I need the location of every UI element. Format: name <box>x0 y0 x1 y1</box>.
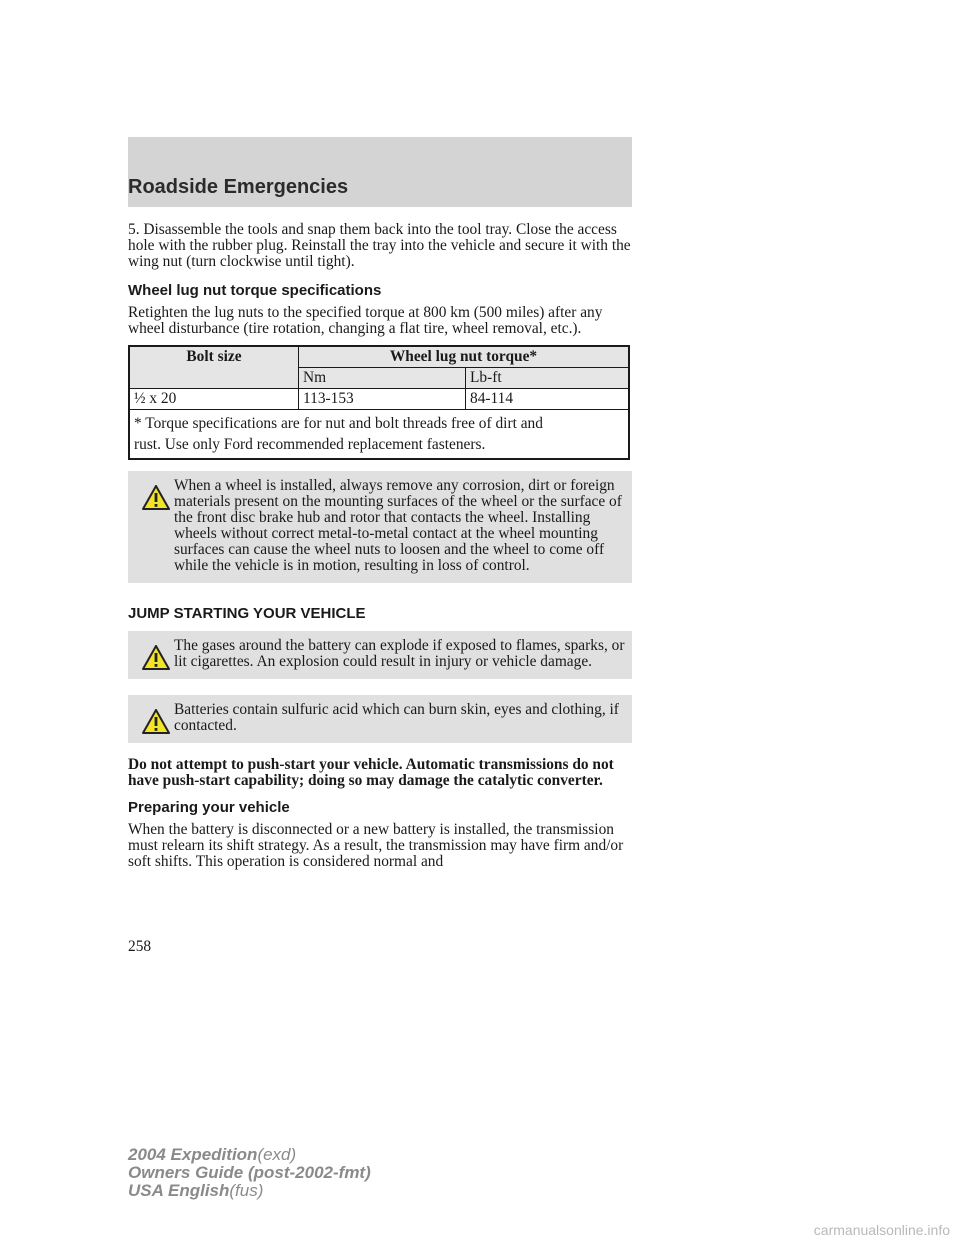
prep-heading: Preparing your vehicle <box>128 799 290 816</box>
warning-wheel-text: When a wheel is installed, always remove any corrosion, dirt or foreign materials present on the mounting surfaces of the wheel or the surface of the front disc brake hub and rotor that contacts the wheel. Installing wheels without correct metal-to-metal contact at the wheel mounting surfaces can cause the wheel nuts to loosen and the wheel to come off while the vehicle is in motion, resulting in loss of control. <box>174 477 622 574</box>
prep-body: When the battery is disconnected or a new battery is installed, the transmission must relearn its shift strategy. As a result, the transmission may have firm and/or soft shifts. This operation is considered normal and <box>128 821 624 870</box>
page-number: 258 <box>128 938 152 955</box>
unit-lbft: Lb-ft <box>466 368 630 389</box>
cell-lbft: 84-114 <box>466 389 630 410</box>
table-header-row <box>129 346 629 368</box>
warning-box-wheel <box>128 471 632 583</box>
warning-gases-text: The gases around the battery can explode if exposed to flames, sparks, or lit cigarettes. An explosion could result in injury or vehicle damage. <box>174 637 625 670</box>
warning-triangle-icon <box>142 709 170 734</box>
footnote-line-1: * Torque specifications are for nut and bolt threads free of dirt and <box>134 415 543 432</box>
footer-language-code: (fus) <box>229 1181 264 1200</box>
footer-model-code: (exd) <box>257 1145 297 1164</box>
document-footer <box>128 1146 371 1200</box>
warning-acid-text: Batteries contain sulfuric acid which can burn skin, eyes and clothing, if contacted. <box>174 701 619 734</box>
table-row <box>129 389 629 410</box>
footnote-line-2: rust. Use only Ford recommended replacement fasteners. <box>134 436 486 453</box>
table-footnote-row <box>129 410 629 460</box>
jump-heading: JUMP STARTING YOUR VEHICLE <box>128 605 366 622</box>
section-title: Roadside Emergencies <box>128 176 349 198</box>
footer-model: 2004 Expedition <box>128 1145 258 1164</box>
intro-paragraph: 5. Disassemble the tools and snap them back into the tool tray. Close the access hole with the rubber plug. Reinstall the tray into the vehicle and secure it with the wing nut (turn clockwise until tight). <box>128 221 631 270</box>
footer-guide: Owners Guide (post-2002-fmt) <box>128 1163 371 1182</box>
cell-nm: 113-153 <box>299 389 466 410</box>
footer-language: USA English <box>128 1181 230 1200</box>
warning-triangle-icon <box>142 645 170 670</box>
unit-nm: Nm <box>299 368 466 389</box>
torque-table <box>128 345 630 460</box>
push-start-caution: Do not attempt to push-start your vehicle. Automatic transmissions do not have push-start capability; doing so may damage the catalytic converter. <box>128 756 614 789</box>
watermark: carmanualsonline.info <box>813 1222 950 1238</box>
col-torque: Wheel lug nut torque* <box>299 346 630 368</box>
torque-heading: Wheel lug nut torque specifications <box>128 282 382 299</box>
torque-body: Retighten the lug nuts to the specified torque at 800 km (500 miles) after any wheel disturbance (tire rotation, changing a flat tire, wheel removal, etc.). <box>128 304 603 337</box>
col-bolt-size: Bolt size <box>129 346 299 389</box>
cell-bolt: ½ x 20 <box>129 389 299 410</box>
warning-box-acid <box>128 695 632 743</box>
warning-box-gases <box>128 631 632 679</box>
page-content <box>128 222 634 870</box>
warning-triangle-icon <box>142 485 170 510</box>
